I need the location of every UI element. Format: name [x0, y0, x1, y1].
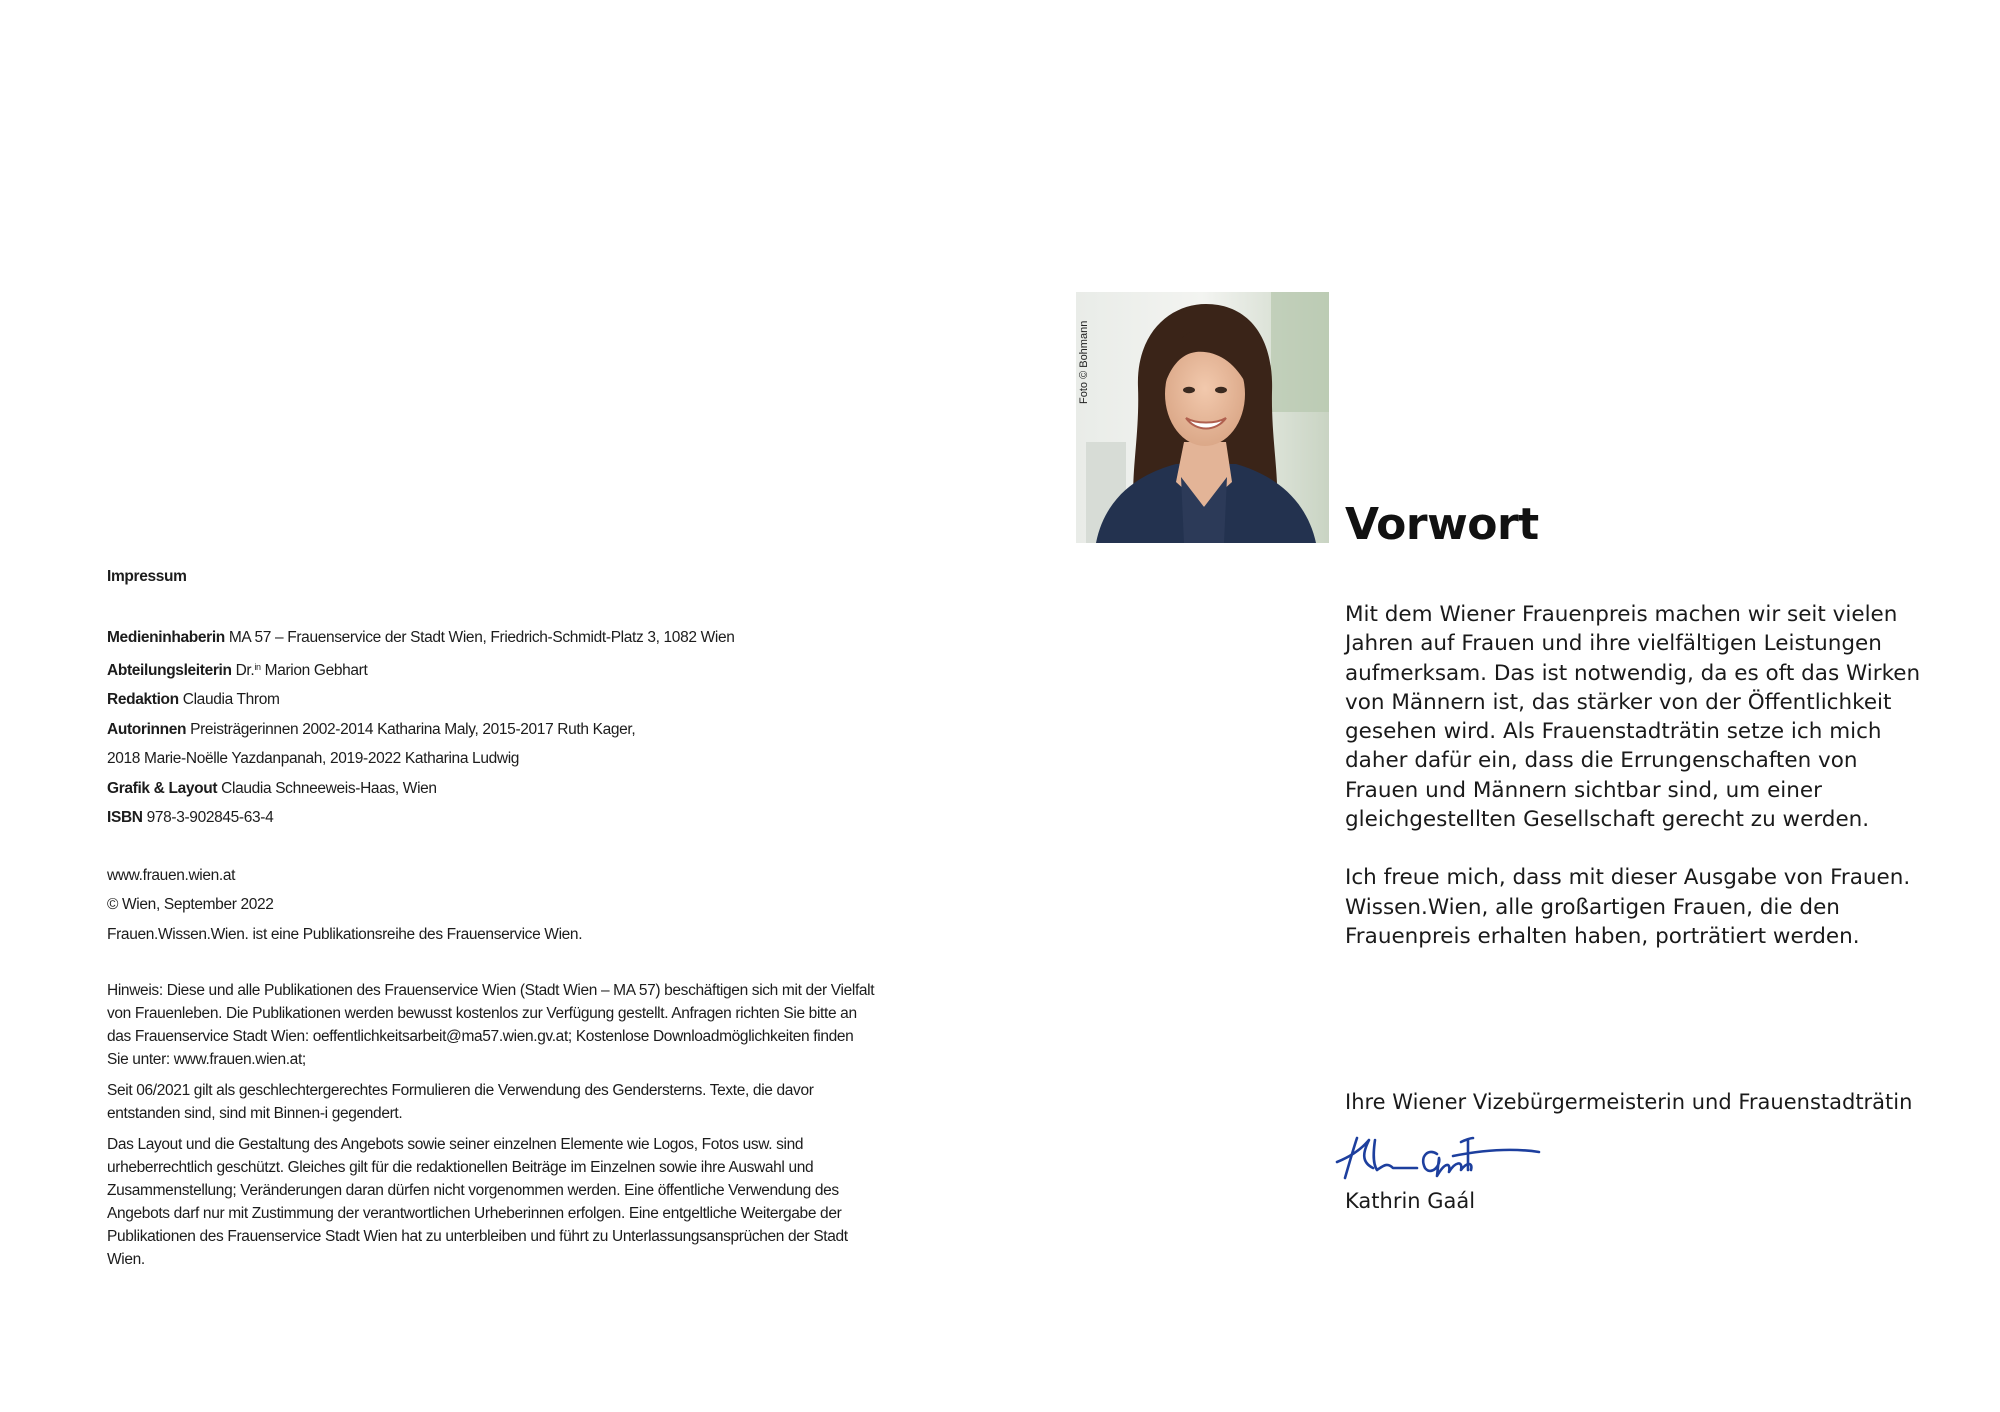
- impressum-row-medieninhaberin: [107, 623, 877, 653]
- portrait-illustration: [1076, 292, 1329, 543]
- portrait-photo: [1076, 292, 1329, 543]
- copyright-line: © Wien, September 2022: [107, 896, 274, 913]
- impressum-row-grafik-layout: [107, 774, 877, 804]
- row-text: Claudia Schneeweis-Haas, Wien: [217, 779, 437, 797]
- row-label: Medieninhaberin: [107, 629, 225, 646]
- photo-credit-text: Foto © Bohmann: [1078, 320, 1090, 404]
- impressum-row-autorinnen-continued: 2018 Marie-Noëlle Yazdanpanah, 2019-2022 Katharina Ludwig: [107, 750, 520, 767]
- row-label: Abteilungsleiterin: [107, 661, 232, 679]
- row-text-prefix: Dr.: [231, 661, 255, 679]
- row-text: MA 57 – Frauenservice der Stadt Wien, Friedrich-Schmidt-Platz 3, 1082 Wien: [224, 629, 735, 646]
- impressum-row-abteilungsleiterin: [107, 653, 877, 686]
- impressum-row-redaktion: [107, 685, 877, 715]
- row-label: Autorinnen: [107, 720, 187, 738]
- website-link[interactable]: www.frauen.wien.at: [107, 866, 236, 884]
- impressum-row-isbn: [107, 803, 877, 833]
- row-text: Preisträgerinnen 2002-2014 Katharina Maly, 2015-2017 Ruth Kager,: [186, 720, 636, 738]
- closing-line: Ihre Wiener Vizebürgermeisterin und Frauenstadträtin: [1345, 1090, 1913, 1114]
- vorwort-paragraph: Ich freue mich, dass mit dieser Ausgabe von Frauen. Wissen.Wien, alle großartigen Frauen, die den Frauenpreis erhalten haben, porträtiert werden.: [1345, 865, 1911, 949]
- note-hinweis: Hinweis: Diese und alle Publikationen des Frauenservice Wien (Stadt Wien – MA 57) beschäftigen sich mit der Vielfalt von Frauenleben. Die Publikationen werden bewusst kostenlos zur Verfügung gestellt. Anfragen richten Sie bitte an das Frauenservice Stadt Wien: oeffentlichkeitsarbeit@ma57.wien.gv.at; Kostenlose Downloadmöglichkeiten finden Sie unter: www.frauen.wien.at;: [107, 982, 875, 1068]
- row-label: ISBN: [107, 809, 143, 826]
- legal-notes: [107, 979, 877, 1271]
- vorwort-body: [1345, 600, 1925, 980]
- row-text: Claudia Throm: [178, 691, 280, 708]
- impressum-title: Impressum: [107, 568, 187, 585]
- signer-name: Kathrin Gaál: [1345, 1189, 1476, 1213]
- note-gendern: Seit 06/2021 gilt als geschlechtergerechtes Formulieren die Verwendung des Gendersterns. Texte, die davor entstanden sind, sind mit Binnen-i gegendert.: [107, 1082, 814, 1122]
- page-title: Vorwort: [1345, 499, 1539, 550]
- row-text: 978-3-902845-63-4: [142, 809, 274, 826]
- row-superscript: in: [254, 661, 261, 672]
- note-urheberrecht: Das Layout und die Gestaltung des Angebots sowie seiner einzelnen Elemente wie Logos, Fotos usw. sind urheberrechtlich geschützt. Gleiches gilt für die redaktionellen Beiträge im Einzelnen sowie ihre Auswahl und Zusammenstellung; Veränderungen daran dürfen nicht vorgenommen werden. Eine öffentliche Verwendung des Angebots darf nur mit Zustimmung der verantwortlichen Urheberinnen erfolgen. Eine entgeltliche Weitergabe der Publikationen des Frauenservice Stadt Wien hat zu unterbleiben und führt zu Unterlassungsansprüchen der Stadt Wien.: [107, 1136, 848, 1268]
- row-label: Grafik & Layout: [107, 779, 218, 797]
- impressum-row-autorinnen: [107, 715, 877, 745]
- signature-image: [1333, 1132, 1543, 1190]
- vorwort-paragraph: Mit dem Wiener Frauenpreis machen wir seit vielen Jahren auf Frauen und ihre vielfältigen Leistungen aufmerksam. Das ist notwendig, da es oft das Wirken von Männern ist, das stärker von der Öffentlichkeit gesehen wird. Als Frauenstadträtin setze ich mich daher dafür ein, dass die Errungenschaften von Frauen und Männern sichtbar sind, um einer gleichgestellten Gesellschaft gerecht zu werden.: [1345, 602, 1921, 833]
- series-note: Frauen.Wissen.Wien. ist eine Publikationsreihe des Frauenservice Wien.: [107, 925, 583, 943]
- row-label: Redaktion: [107, 691, 179, 708]
- row-text: Marion Gebhart: [264, 661, 368, 679]
- photo-credit: [1076, 292, 1094, 412]
- impressum-section: [107, 566, 877, 1279]
